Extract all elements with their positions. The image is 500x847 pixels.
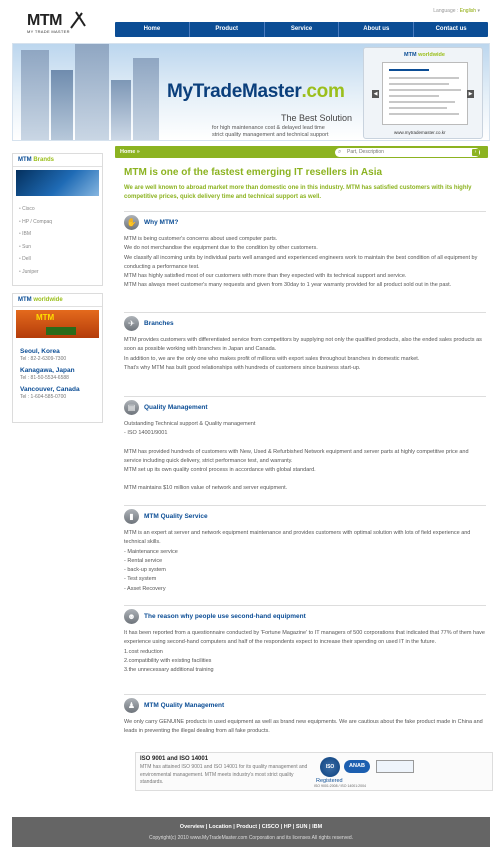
body-line: 3.the unnecessary additional training [124,667,214,674]
brand-item-sun[interactable]: • Sun [19,241,96,254]
hero-banner [12,43,490,141]
body-line: MTM is being customer's concerns about used computer parts. [124,236,278,242]
sidebar-brands [12,153,103,286]
search-go-button[interactable]: › [472,149,479,156]
brand-list [13,199,102,282]
body-line: MTM has always meet customer's many requests and given from 30day to 1 year warranty provided for all product sold out in the past. [124,282,452,289]
language-selector[interactable]: Language : English ▾ [433,8,480,14]
body-line: MTM is an expert at server and network equipment maintenance and provides customers with optimal solution with lots of field experience and technical skills. [124,530,471,546]
section-body [124,336,486,373]
section-why-mtm [124,211,486,291]
website-screenshot[interactable] [382,62,468,125]
section-title: Quality Management [144,404,208,411]
logo-subtitle: MY TRADE MASTER [27,29,70,34]
section-body [124,420,486,494]
body-line: We classify all incoming units by individual parts well arranged and experienced engineers work to maintain the best condition of all equipment by conducting a performance test. [124,254,478,270]
brands-heading-a: MTM [18,157,32,163]
cert-registered-sub: ISO 9001:2008 / ISO 14001:2004 [314,784,366,788]
section-heading [124,313,486,333]
body-line: MTM maintains $10 million value of network and server equipment. [124,485,288,492]
body-line: MTM provides customers with differentiated service from competitors by supplying not only the qualified products, also the ended sales products as soon as possible working with branches in Japan and Canada. [124,337,482,353]
cert-title: ISO 9001 and ISO 14001 [140,756,209,762]
section-title: Branches [144,320,174,327]
nav-home[interactable]: Home [115,22,190,37]
prev-arrow-icon[interactable]: ◀ [373,91,378,97]
breadcrumb-bar [115,146,488,158]
brands-heading-b: Brands [33,157,55,163]
office-phone-kanagawa: Tel : 81-50-5534-6588 [20,375,69,381]
section-title: MTM Quality Service [144,513,208,520]
chart-icon: ▮ [124,509,139,524]
section-body [124,718,486,737]
brand-item-juniper[interactable]: • Juniper [19,266,96,279]
section-title: The reason why people use second-hand equipment [144,613,306,620]
body-line: MTM has highly satisfied most of our customers with more than they expected with its technical support and service. [124,273,407,280]
building-graphic [133,58,159,140]
banner-best-solution: The Best Solution [281,113,353,123]
iso-seal-icon: ISO [320,757,340,777]
site-logo[interactable] [20,9,90,35]
footer-copyright: Copyright(c) 2010 www.MyTradeMaster.com Corporation and its licenses All rights reserved. [148,835,354,841]
search-icon: ⌕ [338,148,342,155]
worldwide-title-b: worldwide [418,52,445,58]
screenshot-line [389,101,455,103]
office-list [13,341,102,402]
body-line: - back-up system [124,567,166,574]
worldwide-url[interactable]: www.mytrademaster.co.kr [394,130,446,135]
banner-brand [167,81,345,103]
nav-service[interactable]: Service [265,22,340,37]
body-line: - Test system [124,576,157,583]
body-line: MTM has provided hundreds of customers with New, Used & Refurbished Network equipment and server parts at highly competitive price and service including quick delivery, strict performance test, and warranty. [124,448,469,464]
mtm-image-flag [46,327,76,335]
language-value[interactable]: English [459,8,477,14]
mtm-worldwide-image[interactable] [16,310,99,338]
page-lead: We are well known to abroad market more than domestic one in this industry. MTM has satisfied customers with its highly competitive prices, quick delivery time and technical support as well. [124,185,472,200]
body-line: We do not merchandise the equipment due to the condition by other customers. [124,245,318,252]
worldwide-title-a: MTM [404,52,417,58]
search-box [335,148,480,157]
brands-heading [13,154,102,167]
certification-box [135,752,493,791]
section-heading [124,506,486,526]
section-body [124,629,486,675]
screenshot-line [389,77,459,79]
brand-item-cisco[interactable]: • Cisco [19,203,96,216]
section-title: Why MTM? [144,219,179,226]
body-spacer [124,475,486,484]
screenshot-line [389,95,439,97]
banner-tagline-1: for high maintenance cost & delayed lead time [212,125,325,131]
search-input[interactable] [347,148,457,157]
brand-main: MyTradeMaster [167,81,302,102]
cert-registered-label: Registered [316,778,343,784]
section-heading [124,606,486,626]
airplane-icon: ✈ [124,316,139,331]
people-icon: ☻ [124,609,139,624]
body-line: - Asset Recovery [124,585,166,592]
office-city-kanagawa: Kanagawa, Japan [20,367,75,374]
page [10,0,490,847]
footer-links[interactable]: Overview | Location | Product | CISCO | HP | SUN | IBM [179,824,323,830]
person-icon: ♟ [124,698,139,713]
body-line: It has been reported from a questionnaire conducted by 'Fortune Magazine' to IT managers of 500 corporations that indicated that 77% of them have experience using second-hand computers and half of the respondents expect to increase their spending on used IT in the future. [124,630,485,646]
section-body [124,235,486,291]
section-body [124,529,486,594]
nav-contact-us[interactable]: Contact us [435,26,467,32]
page-headline: MTM is one of the fastest emerging IT resellers in Asia [124,167,383,178]
building-graphic [75,44,109,140]
nav-product[interactable]: Product [190,22,265,37]
mtm-image-logo: MTM [36,313,55,322]
globe-image [16,170,99,196]
screenshot-line [389,69,429,71]
screenshot-line [389,113,459,115]
ws-badge [376,760,414,773]
section-heading [124,212,486,232]
body-line: 1.cost reduction [124,648,163,655]
body-line: That's why MTM has built good relationships with hundreds of customers since business start-up. [124,364,361,371]
anab-logo: ANAB [344,760,370,773]
cert-description: MTM has attained ISO 9001 and ISO 14001 for its quality management and environmental management. MTM meets industry's most strict quality standards. [140,764,308,785]
body-spacer [124,439,486,448]
site-footer [12,817,490,847]
sidebar-worldwide [12,293,103,423]
worldwide-preview-box [363,47,483,139]
screenshot-line [389,107,447,109]
section-second-hand [124,605,486,675]
office-phone-vancouver: Tel : 1-604-585-0700 [20,394,67,400]
handshake-icon: ✋ [124,215,139,230]
breadcrumb-home[interactable]: Home » [120,149,140,155]
section-quality-service [124,505,486,594]
screenshot-line [389,83,449,85]
worldwide-title [404,52,445,58]
worldwide-heading-b: worldwide [33,297,63,303]
section-heading [124,695,486,715]
office-city-vancouver: Vancouver, Canada [20,386,80,393]
logo-swoosh-icon [68,10,88,30]
section-mtm-quality-management [124,694,486,737]
body-line: We only carry GENUINE products in used equipment as well as brand new equipments. We are cautious about the fake product made in China and leads in preventing the illegal dealing from all fake products. [124,719,483,735]
document-icon: ▤ [124,400,139,415]
body-line: - ISO 14001/9001 [124,430,168,437]
section-title: MTM Quality Management [144,702,225,709]
brand-item-ibm[interactable]: • IBM [19,228,96,241]
section-quality-management [124,396,486,494]
logo-text: MTM [27,12,62,29]
office-city-seoul: Seoul, Korea [20,348,60,355]
body-line: - Rental service [124,557,163,564]
body-line: - Maintenance service [124,548,178,555]
main-nav [115,22,488,37]
section-heading [124,397,486,417]
nav-about-us[interactable]: About us [339,22,414,37]
building-graphic [51,70,73,140]
brand-tld: .com [301,81,345,102]
section-branches [124,312,486,373]
language-label: Language : [433,8,459,14]
worldwide-heading-a: MTM [18,297,32,303]
building-graphic [111,80,131,140]
screenshot-line [389,89,461,91]
body-line: MTM set up its own quality control process in accordance with global standard. [124,467,316,474]
worldwide-heading [13,294,102,307]
banner-tagline-2: strict quality management and technical support [212,132,329,138]
body-line: Outstanding Technical support & Quality management [124,421,256,427]
body-line: 2.compatibility with existing facilities [124,657,212,664]
office-phone-seoul: Tel : 82-2-6309-7300 [20,356,67,362]
body-line: In addition to, we are the only one who makes profit of millions with export sales throughout branches in domestic market. [124,355,420,362]
brand-item-dell[interactable]: • Dell [19,253,96,266]
building-graphic [21,50,49,140]
brand-item-hp[interactable]: • HP / Compaq [19,216,96,229]
next-arrow-icon[interactable]: ▶ [468,91,473,97]
